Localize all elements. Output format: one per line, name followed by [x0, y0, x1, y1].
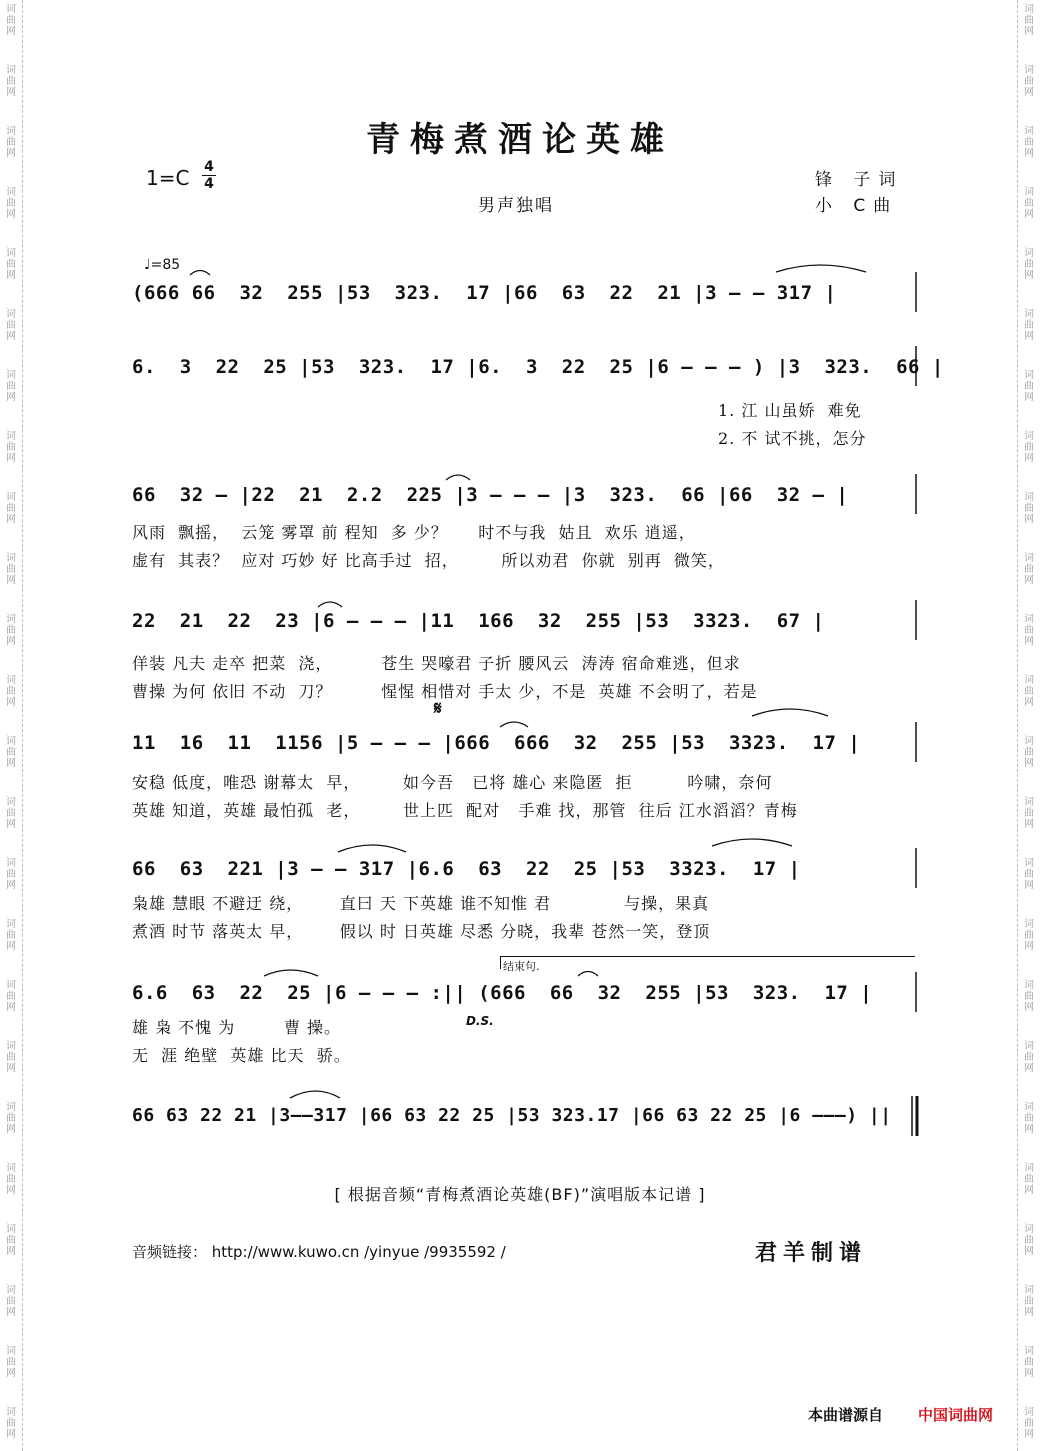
watermark-mark: 词 曲 网 [6, 1163, 16, 1196]
watermark-mark: 词 曲 网 [1024, 65, 1034, 98]
lyric-line-3-verse-2: 虚有 其表？ 应对 巧妙 好 比高手过 招， 所以劝君 你就 别再 微笑， [132, 551, 725, 570]
key-signature: 1=C [146, 166, 190, 190]
watermark-mark: 词 曲 网 [1024, 1041, 1034, 1074]
music-line-2: 6. 3 22 25 |53 323. 17 |6. 3 22 25 |6 – – – ) |3 323. 66 | [132, 356, 944, 378]
audio-link: 音频链接： http://www.kuwo.cn /yinyue /9935592 / [132, 1243, 506, 1261]
watermark-mark: 词 曲 网 [6, 553, 16, 586]
watermark-mark: 词 曲 网 [6, 431, 16, 464]
lyricist: 锋 子词 [815, 170, 904, 190]
tempo-marking: ♩=85 [144, 257, 181, 273]
watermark-mark: 词 曲 网 [1024, 4, 1034, 37]
watermark-mark: 词 曲 网 [1024, 370, 1034, 403]
watermark-mark: 词 曲 网 [1024, 492, 1034, 525]
music-line-3: 66 32 – |22 21 2.2 225 |3 – – – |3 323. 66 |66 32 – | [132, 484, 849, 506]
music-line-8: 66 63 22 21 |3––317 |66 63 22 25 |53 323.17 |66 63 22 25 |6 –––) || [132, 1105, 892, 1126]
watermark-mark: 词 曲 网 [1024, 248, 1034, 281]
performer: 男声独唱 [478, 196, 554, 216]
watermark-mark: 词 曲 网 [6, 1224, 16, 1257]
watermark-mark: 词 曲 网 [1024, 736, 1034, 769]
lyric-line-2-verse-1: 1. 江 山虽娇 难免 [718, 401, 862, 420]
watermark-mark: 词 曲 网 [1024, 553, 1034, 586]
slur [752, 709, 828, 716]
watermark-mark: 词 曲 网 [6, 797, 16, 830]
lyric-line-5-verse-2: 英雄 知道，英雄 最怕孤 老， 世上匹 配对 手难 找，那管 往后 江水滔滔？青梅 [132, 801, 798, 820]
ds-marking: D.S. [466, 1014, 494, 1028]
lyric-line-2-verse-2: 2. 不 试不挑，怎分 [718, 429, 867, 448]
slur [338, 845, 406, 852]
slur [578, 972, 598, 977]
slur [264, 970, 318, 976]
watermark-mark: 词 曲 网 [1024, 675, 1034, 708]
slur [712, 839, 792, 846]
watermark-mark: 词 曲 网 [1024, 919, 1034, 952]
watermark-mark: 词 曲 网 [1024, 1407, 1034, 1440]
source-site-name: 中国词曲网 [918, 1406, 994, 1424]
lyric-line-3-verse-1: 风雨 飘摇， 云笼 雾罩 前 程知 多 少？ 时不与我 姑且 欢乐 逍遥， [132, 523, 696, 542]
watermark-mark: 词 曲 网 [6, 187, 16, 220]
slur [318, 602, 342, 607]
music-line-1: (666 66 32 255 |53 323. 17 |66 63 22 21 |3 – – 317 | [132, 282, 837, 304]
lyric-line-7-verse-1: 雄 枭 不愧 为 曹 操。 [132, 1018, 342, 1037]
watermark-mark: 词 曲 网 [1024, 1224, 1034, 1257]
lyric-line-6-verse-1: 枭雄 慧眼 不避迂 绕， 直曰 天 下英雄 谁不知惟 君 与操，果真 [132, 894, 710, 913]
music-line-7: 6.6 63 22 25 |6 – – – :|| (666 66 32 255 |53 323. 17 | [132, 982, 873, 1004]
slur [446, 475, 470, 480]
watermark-mark: 词 曲 网 [1024, 309, 1034, 342]
watermark-mark: 词 曲 网 [6, 1346, 16, 1379]
transcriber-signature: 君羊制谱 [755, 1240, 868, 1266]
music-line-6: 66 63 221 |3 – – 317 |6.6 63 22 25 |53 3323. 17 | [132, 858, 801, 880]
watermark-mark: 词 曲 网 [6, 1102, 16, 1135]
watermark-mark: 词 曲 网 [1024, 1285, 1034, 1318]
watermark-mark: 词 曲 网 [1024, 1346, 1034, 1379]
watermark-mark: 词 曲 网 [6, 126, 16, 159]
watermark-mark: 词 曲 网 [6, 1041, 16, 1074]
time-signature-bottom: 4 [204, 176, 214, 192]
watermark-mark: 词 曲 网 [1024, 126, 1034, 159]
coda-label: 结束句. [503, 960, 540, 973]
music-line-5: 11 16 11 1156 |5 – – – |666 666 32 255 |53 3323. 17 | [132, 732, 861, 754]
watermark-mark: 词 曲 网 [6, 1407, 16, 1440]
watermark-mark: 词 曲 网 [6, 309, 16, 342]
watermark-mark: 词 曲 网 [6, 675, 16, 708]
segno-sign: 𝄋 [434, 698, 442, 719]
watermark-mark: 词 曲 网 [6, 614, 16, 647]
lyric-line-6-verse-2: 煮酒 时节 落英太 早， 假以 时 日英雄 尽悉 分晓，我辈 苍然一笑，登顶 [132, 922, 711, 941]
composer: 小 C曲 [815, 196, 899, 216]
song-title: 青梅煮酒论英雄 [366, 120, 674, 160]
watermark-mark: 词 曲 网 [1024, 431, 1034, 464]
watermark-mark: 词 曲 网 [6, 980, 16, 1013]
slur [500, 722, 528, 727]
lyric-line-4-verse-2: 曹操 为何 依旧 不动 刀？ 惺惺 相惜对 手太 少，不是 英雄 不会明了，若是 [132, 682, 758, 701]
transcription-note: [ 根据音频“青梅煮酒论英雄(BF)”演唱版本记谱 ] [334, 1185, 706, 1204]
watermark-mark: 词 曲 网 [1024, 980, 1034, 1013]
watermark-mark: 词 曲 网 [6, 370, 16, 403]
watermark-mark: 词 曲 网 [1024, 797, 1034, 830]
source-label: 本曲谱源自 [808, 1406, 884, 1424]
slur [190, 271, 210, 276]
watermark-mark: 词 曲 网 [1024, 187, 1034, 220]
watermark-mark: 词 曲 网 [6, 736, 16, 769]
watermark-mark: 词 曲 网 [6, 492, 16, 525]
watermark-mark: 词 曲 网 [6, 248, 16, 281]
watermark-mark: 词 曲 网 [6, 1285, 16, 1318]
watermark-mark: 词 曲 网 [6, 4, 16, 37]
slur [290, 1091, 340, 1098]
watermark-mark: 词 曲 网 [1024, 858, 1034, 891]
watermark-mark: 词 曲 网 [1024, 1102, 1034, 1135]
slur [776, 265, 866, 272]
time-signature-top: 4 [204, 159, 214, 175]
lyric-line-4-verse-1: 佯装 凡夫 走卒 把菜 浇， 苍生 哭嚎君 子折 腰风云 涛涛 宿命难逃，但求 [132, 654, 741, 673]
music-line-4: 22 21 22 23 |6 – – – |11 166 32 255 |53 3323. 67 | [132, 610, 825, 632]
watermark-mark: 词 曲 网 [6, 919, 16, 952]
watermark-mark: 词 曲 网 [1024, 1163, 1034, 1196]
watermark-mark: 词 曲 网 [1024, 614, 1034, 647]
watermark-mark: 词 曲 网 [6, 858, 16, 891]
watermark-mark: 词 曲 网 [6, 65, 16, 98]
lyric-line-7-verse-2: 无 涯 绝壁 英雄 比天 骄。 [132, 1046, 351, 1065]
lyric-line-5-verse-1: 安稳 低度，唯恐 谢幕太 早， 如今吾 已将 雄心 来隐匿 拒 吟啸，奈何 [132, 773, 773, 792]
